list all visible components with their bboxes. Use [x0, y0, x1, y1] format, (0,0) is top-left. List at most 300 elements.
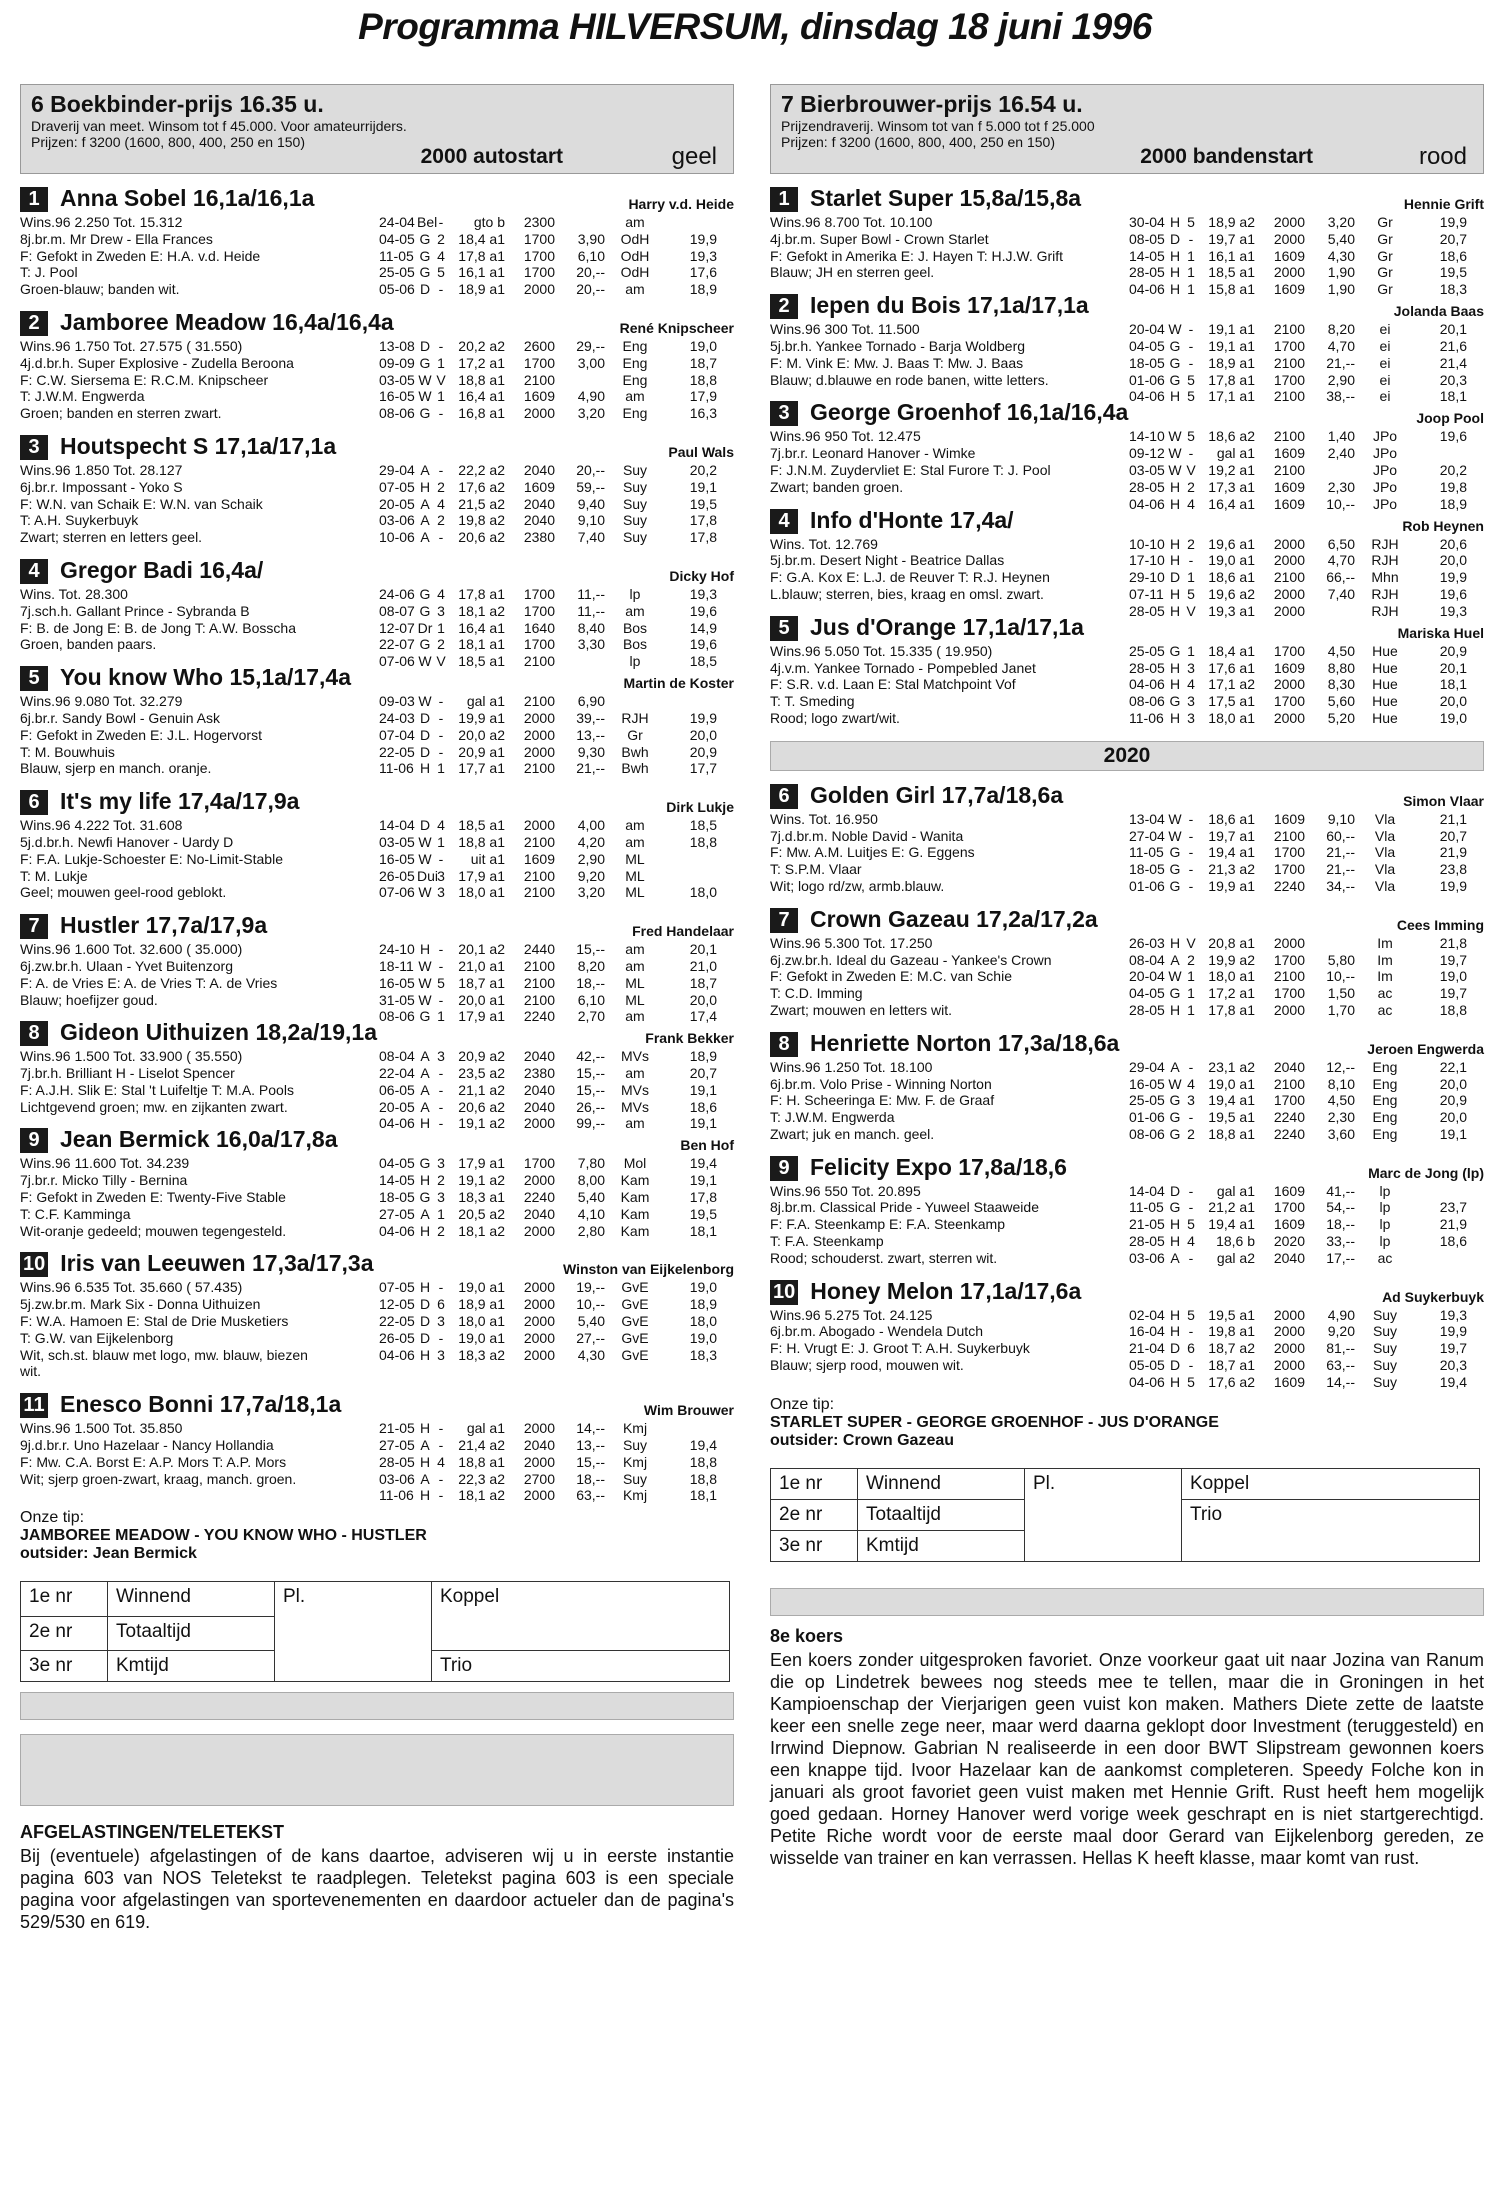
past-run-row — [1129, 1199, 1467, 1216]
past-run-cell: 16-05 — [379, 388, 415, 405]
past-run-cell: Gr — [1377, 281, 1393, 298]
past-run-cell: 27-04 — [1129, 827, 1165, 844]
past-run-cell: MVs — [621, 1081, 649, 1098]
past-run-cell: V — [1186, 602, 1196, 619]
past-run-cell: 18,-- — [1326, 1216, 1355, 1233]
horse-past-runs — [379, 1048, 717, 1132]
past-run-cell: Kmj — [622, 1453, 648, 1470]
past-run-cell: 1 — [437, 833, 445, 850]
past-run-cell: 5 — [437, 264, 445, 281]
past-run-cell: 2000 — [1273, 552, 1305, 569]
past-run-cell: 4,90 — [577, 388, 605, 405]
past-run-cell: 1609 — [1273, 1182, 1305, 1199]
past-run-cell: 2000 — [1273, 1323, 1305, 1340]
past-run-row — [379, 264, 717, 281]
past-run-cell: 2000 — [523, 1222, 555, 1239]
past-run-cell: 18,0 — [689, 1313, 717, 1330]
article-8e-koers — [770, 1626, 1484, 1869]
past-run-cell: 19,6 — [689, 602, 717, 619]
past-run-cell: 14,-- — [1326, 1373, 1355, 1390]
past-run-cell: W — [418, 850, 432, 867]
past-run-cell: 2000 — [523, 1346, 555, 1363]
horse-details — [770, 214, 1484, 298]
past-run-cell: 1 — [1187, 1001, 1195, 1018]
past-run-cell: 8,80 — [1327, 659, 1355, 676]
past-run-cell: 1700 — [1273, 951, 1305, 968]
past-run-cell: 18,8 — [689, 1470, 717, 1487]
horse-entry — [770, 782, 1484, 895]
past-run-cell: 3,20 — [577, 405, 605, 422]
horse-number: 2 — [770, 294, 798, 319]
past-run-cell: 04-05 — [379, 230, 415, 247]
past-run-row — [1129, 1002, 1467, 1019]
bet-r2: 2e nr — [771, 1499, 858, 1530]
past-run-cell: H — [1169, 1233, 1181, 1250]
past-run-cell: 20,0 — [689, 726, 717, 743]
past-run-cell: 6,90 — [577, 693, 605, 710]
bet-koppel: Koppel — [432, 1582, 730, 1651]
horse-number: 8 — [20, 1021, 48, 1046]
horse-info-line: Wins.96 11.600 Tot. 34.239 — [20, 1155, 190, 1172]
past-run-cell: 2040 — [1273, 1058, 1305, 1075]
horse-info-line: F: H. Vrugt E: J. Groot T: A.H. Suykerbuyk — [770, 1340, 1030, 1357]
past-run-cell: 11-06 — [379, 760, 414, 777]
past-run-cell: 1 — [1187, 968, 1195, 985]
past-run-cell: 7,40 — [577, 529, 605, 546]
past-run-cell: 10-06 — [379, 529, 415, 546]
past-run-cell: H — [1169, 1306, 1181, 1323]
horse-details — [20, 585, 734, 670]
past-run-row — [379, 479, 717, 496]
past-run-cell: Suy — [622, 461, 648, 478]
horse-info-line: F: W.A. Hamoen E: Stal de Drie Musketiers — [20, 1313, 289, 1330]
horse-info-line: Wins. Tot. 16.950 — [770, 810, 878, 827]
past-run-cell: - — [1188, 230, 1194, 247]
past-run-cell: 08-06 — [379, 1008, 415, 1025]
past-run-cell: W — [418, 653, 432, 670]
past-run-cell: 18,4 a1 — [1208, 642, 1255, 659]
past-run-cell: 20,2 — [1439, 461, 1467, 478]
past-run-cell: 21,9 — [1439, 844, 1467, 861]
past-run-cell: RJH — [1371, 602, 1399, 619]
past-run-cell: G — [419, 247, 431, 264]
past-run-cell: - — [438, 405, 444, 422]
past-run-cell: 18,7 — [689, 354, 717, 371]
past-run-cell: 18,1 — [689, 1222, 717, 1239]
past-run-cell: 2100 — [1273, 354, 1305, 371]
past-run-row — [379, 1437, 717, 1454]
past-run-cell: G — [1169, 861, 1181, 878]
horse-info-line: F: M. Vink E: Mw. J. Baas T: Mw. J. Baas — [770, 354, 1024, 371]
past-run-cell: W — [418, 833, 432, 850]
past-run-cell: 19,6 — [1439, 585, 1467, 602]
past-run-row — [379, 1206, 717, 1223]
horse-number: 8 — [770, 1032, 798, 1057]
past-run-row — [1129, 844, 1467, 861]
past-run-cell: 23,8 — [1439, 861, 1467, 878]
past-run-cell: Eng — [622, 354, 648, 371]
race-name: 7 Bierbrouwer-prijs 16.54 u. — [781, 91, 1083, 117]
past-run-cell: 20-04 — [1129, 321, 1165, 338]
past-run-row — [1129, 445, 1467, 462]
horse-number: 5 — [20, 666, 48, 691]
past-run-cell: A — [420, 461, 430, 478]
horse-header — [20, 1391, 734, 1418]
past-run-cell: 2040 — [523, 1081, 555, 1098]
past-run-cell: 20,9 a2 — [458, 1048, 505, 1065]
horse-driver: Dicky Hof — [669, 567, 734, 584]
past-run-cell: 2380 — [523, 529, 555, 546]
past-run-cell: 1 — [1187, 569, 1195, 586]
past-run-cell: H — [1169, 281, 1181, 298]
horse-driver: Hennie Grift — [1403, 196, 1484, 212]
horse-details — [770, 1306, 1484, 1390]
tip-main: JAMBOREE MEADOW - YOU KNOW WHO - HUSTLER — [20, 1527, 427, 1545]
past-run-row — [1129, 710, 1467, 727]
past-run-cell: A — [420, 1470, 430, 1487]
past-run-cell: - — [438, 1081, 444, 1098]
horse-name: Enesco Bonni 17,7a/18,1a — [60, 1391, 342, 1418]
horse-info-line: 4j.br.m. Super Bowl - Crown Starlet — [770, 230, 989, 247]
past-run-cell: 20,7 — [689, 1065, 717, 1082]
past-run-cell: 22-05 — [379, 1313, 415, 1330]
past-run-cell: RJH — [1371, 585, 1399, 602]
past-run-cell: 1609 — [523, 478, 555, 495]
past-run-cell: 20,-- — [576, 461, 605, 478]
past-run-cell: - — [438, 1437, 444, 1454]
past-run-row — [379, 1487, 717, 1504]
past-run-cell: H — [1169, 709, 1181, 726]
horse-details — [20, 1279, 734, 1380]
past-run-cell: - — [438, 529, 444, 546]
past-run-cell: Im — [1377, 934, 1393, 951]
past-run-cell: 1609 — [1273, 247, 1305, 264]
past-run-row — [379, 760, 717, 777]
past-run-cell: G — [1169, 337, 1181, 354]
horse-info-line: 8j.br.m. Mr Drew - Ella Frances — [20, 230, 213, 247]
past-run-row — [379, 1454, 717, 1471]
past-run-cell: 19,1 — [689, 1172, 717, 1189]
horse-header — [770, 1278, 1484, 1305]
past-run-row — [1129, 462, 1467, 479]
past-run-cell: 1 — [437, 354, 445, 371]
past-run-row — [379, 1279, 717, 1296]
horse-header — [20, 557, 734, 584]
past-run-cell: A — [420, 495, 430, 512]
past-run-cell: 22-07 — [379, 636, 415, 653]
past-run-cell: 20,1 a2 — [458, 941, 505, 958]
past-run-cell: 7,40 — [1327, 585, 1355, 602]
past-run-cell: 18-11 — [379, 957, 414, 974]
past-run-cell: 04-06 — [1129, 676, 1165, 693]
horse-past-runs — [1129, 811, 1467, 895]
past-run-cell: 1 — [437, 388, 445, 405]
horse-driver: Jeroen Engwerda — [1367, 1040, 1484, 1057]
past-run-cell: Gr — [1377, 230, 1393, 247]
past-run-cell: 1700 — [523, 230, 555, 247]
horse-past-runs — [379, 1420, 717, 1504]
past-run-cell: 26-03 — [1129, 934, 1165, 951]
past-run-cell: 2 — [437, 230, 445, 247]
past-run-cell: 8,40 — [577, 619, 605, 636]
past-run-cell: 20,1 — [1439, 321, 1467, 338]
past-run-cell: 19,-- — [576, 1279, 605, 1296]
past-run-cell: 18,0 a1 — [1208, 968, 1255, 985]
past-run-cell: 20,6 — [1439, 535, 1467, 552]
past-run-cell: JPo — [1372, 478, 1398, 495]
past-run-cell: 16,8 a1 — [458, 405, 505, 422]
past-run-cell: 2100 — [523, 867, 555, 884]
past-run-cell: 20,2 a2 — [458, 337, 505, 354]
past-run-row — [379, 338, 717, 355]
past-run-cell: H — [419, 1453, 431, 1470]
past-run-cell: 3 — [1187, 693, 1195, 710]
horse-details — [20, 817, 734, 901]
past-run-cell: 18,1 a2 — [458, 1222, 505, 1239]
past-run-cell: 19,6 a1 — [1208, 535, 1255, 552]
past-run-cell: 18,6 a1 — [1208, 569, 1255, 586]
past-run-cell: 18,5 — [689, 653, 717, 670]
past-run-row — [379, 817, 717, 834]
past-run-cell: - — [438, 214, 444, 230]
past-run-cell: A — [420, 529, 430, 546]
past-run-cell: 60,-- — [1326, 827, 1355, 844]
horse-info-line: 4j.d.br.h. Super Explosive - Zudella Beroona — [20, 354, 294, 371]
horse-number: 7 — [20, 914, 48, 939]
past-run-cell: 20,0 — [1439, 1075, 1467, 1092]
horse-info-line: Lichtgevend groen; mw. en zijkanten zwart. — [20, 1098, 288, 1115]
horse-info-line: T: J.W.M. Engwerda — [770, 1109, 895, 1126]
past-run-cell: 4 — [437, 247, 445, 264]
past-run-cell: 2440 — [523, 941, 555, 958]
past-run-cell: 1700 — [1273, 1092, 1305, 1109]
past-run-cell: gal a1 — [466, 1420, 505, 1437]
past-run-cell: ML — [625, 884, 645, 901]
past-run-cell: 20,8 a1 — [1208, 934, 1255, 951]
horse-info-line: F: Gefokt in Zweden E: H.A. v.d. Heide — [20, 247, 261, 264]
past-run-cell: 19,1 a1 — [1208, 321, 1255, 338]
past-run-cell: D — [1169, 230, 1181, 247]
past-run-cell: 2040 — [1273, 1249, 1305, 1266]
past-run-cell: D — [419, 726, 431, 743]
past-run-cell: 15,-- — [576, 1453, 605, 1470]
past-run-cell: lp — [629, 653, 641, 670]
past-run-cell: G — [1169, 642, 1181, 659]
past-run-row — [379, 512, 717, 529]
page-title: Programma HILVERSUM, dinsdag 18 juni 1996 — [358, 6, 1152, 47]
past-run-row — [1129, 1340, 1467, 1357]
past-run-row — [379, 1347, 717, 1364]
past-run-cell: 12,-- — [1326, 1058, 1355, 1075]
past-run-cell: 19,1 a2 — [458, 1172, 505, 1189]
horse-driver: Fred Handelaar — [632, 923, 734, 940]
past-run-cell: 9,40 — [577, 495, 605, 512]
bet-totaaltijd: Totaaltijd — [858, 1499, 1025, 1530]
horse-info-line: Zwart; juk en manch. geel. — [770, 1125, 935, 1142]
past-run-cell: 20,7 — [1439, 827, 1467, 844]
past-run-cell: ML — [625, 974, 645, 991]
past-run-cell: 3,20 — [1327, 214, 1355, 230]
past-run-cell: 19,7 — [1439, 985, 1467, 1002]
horse-info-line: Wins.96 6.535 Tot. 35.660 ( 57.435) — [20, 1279, 243, 1296]
past-run-cell: gal a1 — [1216, 1182, 1255, 1199]
past-run-cell: - — [438, 941, 444, 958]
past-run-cell: 1,90 — [1327, 264, 1355, 281]
past-run-cell: 11-05 — [379, 247, 414, 264]
horse-header — [20, 912, 734, 939]
past-run-cell: 2100 — [1273, 321, 1305, 338]
past-run-cell: 2000 — [523, 1313, 555, 1330]
past-run-cell: 15,8 a1 — [1208, 281, 1255, 298]
past-run-cell: 9,20 — [1327, 1323, 1355, 1340]
horse-past-runs — [379, 817, 717, 901]
past-run-cell: D — [1169, 569, 1181, 586]
past-run-cell: Suy — [622, 1470, 648, 1487]
past-run-cell: 2000 — [523, 1115, 555, 1132]
past-run-cell: 27,-- — [576, 1329, 605, 1346]
past-run-cell: 19,1 a2 — [458, 1115, 505, 1132]
past-run-cell: 07-06 — [379, 653, 415, 670]
horse-info-line: 8j.br.m. Classical Pride - Yuweel Staaweide — [770, 1199, 1039, 1216]
past-run-cell: 28-05 — [1129, 602, 1165, 619]
past-run-cell: 3,90 — [577, 230, 605, 247]
past-run-row — [1129, 248, 1467, 265]
past-run-cell: 16-04 — [1129, 1323, 1165, 1340]
past-run-row — [1129, 355, 1467, 372]
past-run-cell: 03-05 — [1129, 461, 1165, 478]
past-run-cell: 2240 — [1273, 1125, 1305, 1142]
past-run-cell: 19,7 — [1439, 951, 1467, 968]
past-run-cell: 24-03 — [379, 709, 415, 726]
past-run-cell: - — [1188, 321, 1194, 338]
horse-info-line: Wins.96 5.300 Tot. 17.250 — [770, 934, 933, 951]
past-run-cell: 24-10 — [379, 941, 415, 958]
past-run-cell: 17,8 a1 — [458, 585, 505, 602]
horse-number: 10 — [20, 1252, 48, 1277]
past-run-cell: - — [1188, 445, 1194, 462]
past-run-cell: 19,1 — [689, 1115, 717, 1132]
past-run-cell: ei — [1379, 337, 1391, 354]
past-run-cell: 19,9 — [689, 230, 717, 247]
horse-info-line: 7j.d.br.m. Noble David - Wanita — [770, 827, 964, 844]
past-run-cell: 5,80 — [1327, 951, 1355, 968]
past-run-cell: 18,8 a1 — [458, 371, 505, 388]
past-run-cell: 17,9 a1 — [458, 1008, 505, 1025]
past-run-row — [379, 1223, 717, 1240]
past-run-cell: 5 — [1187, 371, 1195, 388]
past-run-cell: 1 — [1187, 985, 1195, 1002]
past-run-cell: 01-06 — [1129, 877, 1165, 894]
horse-info-line: Wit-oranje gedeeld; mouwen tegengesteld. — [20, 1222, 287, 1239]
horse-name: Henriette Norton 17,3a/18,6a — [810, 1029, 1120, 1056]
tip-outsider: outsider: Crown Gazeau — [770, 1431, 955, 1449]
past-run-cell: - — [438, 1279, 444, 1296]
past-run-row — [1129, 569, 1467, 586]
race-header — [20, 84, 734, 174]
past-run-cell: 4 — [1187, 495, 1195, 512]
past-run-cell: 19,7 a1 — [1208, 230, 1255, 247]
horse-number: 1 — [770, 187, 798, 212]
past-run-cell: 05-05 — [1129, 1357, 1165, 1374]
past-run-row — [1129, 1357, 1467, 1374]
past-run-cell: G — [1169, 1092, 1181, 1109]
horse-info-line: T: J.W.M. Engwerda — [20, 388, 145, 405]
past-run-cell: 4,70 — [1327, 552, 1355, 569]
horse-info-line: Wit; sjerp groen-zwart, kraag, manch. groen. — [20, 1470, 297, 1487]
past-run-cell: 18,7 — [689, 974, 717, 991]
horse-entry — [770, 292, 1484, 405]
past-run-row — [379, 603, 717, 620]
past-run-cell: 1609 — [1273, 1216, 1305, 1233]
past-run-cell: - — [438, 991, 444, 1008]
past-run-cell: 29,-- — [576, 337, 605, 354]
past-run-cell: - — [1188, 1058, 1194, 1075]
past-run-cell: A — [1170, 1249, 1180, 1266]
past-run-cell: - — [1188, 1249, 1194, 1266]
past-run-cell: 19,9 a2 — [1208, 951, 1255, 968]
past-run-row — [1129, 1374, 1467, 1391]
past-run-cell: lp — [1379, 1233, 1391, 1250]
past-run-cell: 18,0 a1 — [1208, 709, 1255, 726]
past-run-cell: GvE — [621, 1329, 649, 1346]
past-run-row — [379, 992, 717, 1009]
past-run-cell: 2 — [437, 512, 445, 529]
past-run-cell: 66,-- — [1326, 569, 1355, 586]
past-run-cell: D — [419, 1313, 431, 1330]
horse-entry — [20, 1391, 734, 1504]
past-run-cell: Hue — [1372, 709, 1398, 726]
past-run-cell: A — [420, 1065, 430, 1082]
past-run-cell: - — [438, 850, 444, 867]
past-run-cell: 19,1 — [689, 1081, 717, 1098]
horse-info-line: 7j.br.h. Brilliant H - Liselot Spencer — [20, 1065, 235, 1082]
horse-info-line: 5j.br.m. Desert Night - Beatrice Dallas — [770, 552, 1005, 569]
past-run-cell: 17,3 a1 — [1208, 478, 1255, 495]
past-run-cell: 07-04 — [379, 726, 415, 743]
past-run-cell: 17,7 — [689, 760, 717, 777]
horse-name: Iris van Leeuwen 17,3a/17,3a — [60, 1250, 374, 1277]
past-run-cell: 15,-- — [576, 941, 605, 958]
horse-details — [20, 941, 734, 1025]
horse-details — [20, 1420, 734, 1504]
horse-details — [770, 1183, 1484, 1267]
past-run-cell: 07-06 — [379, 884, 415, 901]
past-run-cell: 1700 — [523, 602, 555, 619]
past-run-cell: - — [438, 1115, 444, 1132]
past-run-row — [1129, 935, 1467, 952]
horse-driver: Ad Suykerbuyk — [1382, 1288, 1484, 1305]
past-run-row — [1129, 586, 1467, 603]
past-run-cell: OdH — [620, 264, 650, 281]
horse-info-line: F: S.R. v.d. Laan E: Stal Matchpoint Vof — [770, 676, 1016, 693]
horse-past-runs — [1129, 321, 1467, 405]
past-run-cell: 4 — [437, 495, 445, 512]
past-run-cell: ac — [1377, 1001, 1393, 1018]
past-run-cell: am — [625, 388, 645, 405]
past-run-cell: am — [625, 833, 645, 850]
bet-pl: Pl. — [275, 1582, 432, 1682]
past-run-row — [379, 496, 717, 513]
past-run-cell: 18,9 — [689, 281, 717, 298]
horse-entry — [20, 309, 734, 422]
past-run-cell: 08-04 — [1129, 951, 1165, 968]
horse-driver: Simon Vlaar — [1403, 792, 1484, 809]
past-run-cell: 20,0 — [1439, 693, 1467, 710]
past-run-cell: 2000 — [1273, 1001, 1305, 1018]
past-run-cell: - — [438, 281, 444, 298]
past-run-cell: 31-05 — [379, 991, 415, 1008]
horse-past-runs — [379, 693, 717, 777]
